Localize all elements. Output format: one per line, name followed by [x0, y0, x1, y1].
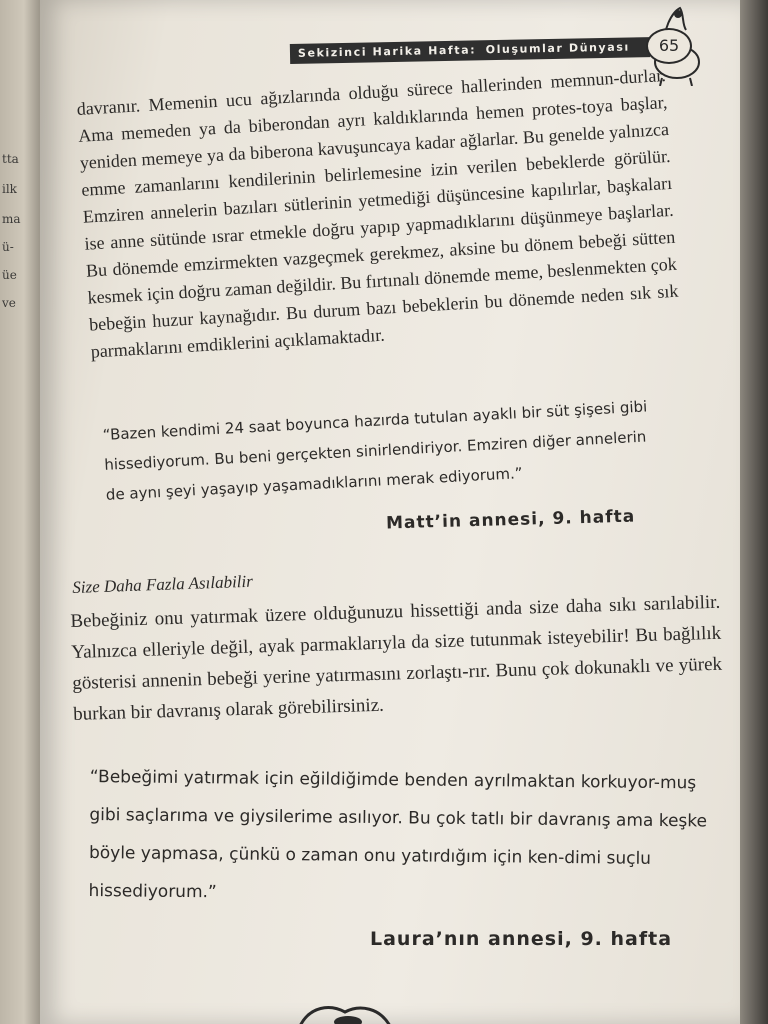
left-page-edge	[0, 0, 40, 1024]
book-page	[40, 0, 740, 1024]
quote-2-attribution: Laura’nın annesi, 9. hafta	[370, 928, 673, 950]
quote-1: “Bazen kendimi 24 saat boyunca hazırda tutulan ayaklı bir süt şişesi gibi hissediyorum. Bu beni gerçekten sinirlendiriyor. Emziren diğer annelerin de aynı şeyi yaşayıp yaşamadıklarını merak ediyorum.”	[102, 397, 648, 504]
running-header	[290, 37, 650, 64]
left-page-fragment: ilk	[2, 182, 17, 196]
right-page-edge	[740, 0, 768, 1024]
left-page-fragment: tta	[2, 152, 19, 166]
quote-2: “Bebeğimi yatırmak için eğildiğimde benden ayrılmaktan korkuyor-muş gibi saçlarıma ve giysilerime asılıyor. Bu çok tatlı bir davranış ama keşke böyle yapmasa, çünkü o zaman onu yatırdığım için ken-dimi suçlu hissediyorum.”	[88, 766, 708, 903]
paragraph-1: davranır. Memenin ucu ağızlarında olduğu sürece hallerinden memnun-durlar. Ama memeden ya da biberondan ayrı kaldıklarında hemen protes-toya başlar, yeniden memeye ya da biberona kavuşuncaya kadar ağlarlar. Bu genelde yalnızca emme zamanlarını kendilerinin belirlemesine izin verilen bebeklerde görülür. Emziren annelerin bazıları sütlerinin yetmediği düşüncesine kapılırlar, başkaları ise anne sütünde ısrar etmekle doğru yapıp yapmadıklarını düşünmeye başlarlar. Bu dönemde emzirmekten vazgeçmek gerekmez, aksine bu dönem bebeği sütten kesmek için doğru zaman değildir. Bu fırtınalı dönemde meme, beslenmekten çok bebeğin huzur kaynağıdır. Bu durum bazı bebeklerin bu dönemde neden sık sık parmaklarını emdiklerini açıklamaktadır.	[76, 65, 679, 362]
header-chapter: Sekizinci Harika Hafta:	[297, 43, 477, 60]
left-page-fragment: üe	[2, 268, 17, 282]
section-title: Size Daha Fazla Asılabilir	[72, 571, 254, 597]
quote-1-attribution: Matt’in annesi, 9. hafta	[385, 506, 636, 534]
footer-ornament-icon	[290, 996, 410, 1024]
left-page-fragment: ve	[2, 296, 16, 310]
header-section: Oluşumlar Dünyası	[485, 40, 630, 57]
left-page-fragment: ü-	[2, 240, 14, 254]
left-page-fragment: ma	[2, 212, 21, 226]
page-number: 65	[646, 28, 692, 64]
paragraph-2: Bebeğiniz onu yatırmak üzere olduğunuzu hissettiği anda size daha sıkı sarılabilir. Yalnızca elleriyle değil, ayak parmaklarıyla da size tutunmak isteyebilir! Bu bağlılık gösterisi annenin bebeği yerine yatırmasını zorlaştı-rır. Bunu çok dokunaklı ve yürek burkan bir davranış olarak görebilirsiniz.	[70, 591, 723, 725]
